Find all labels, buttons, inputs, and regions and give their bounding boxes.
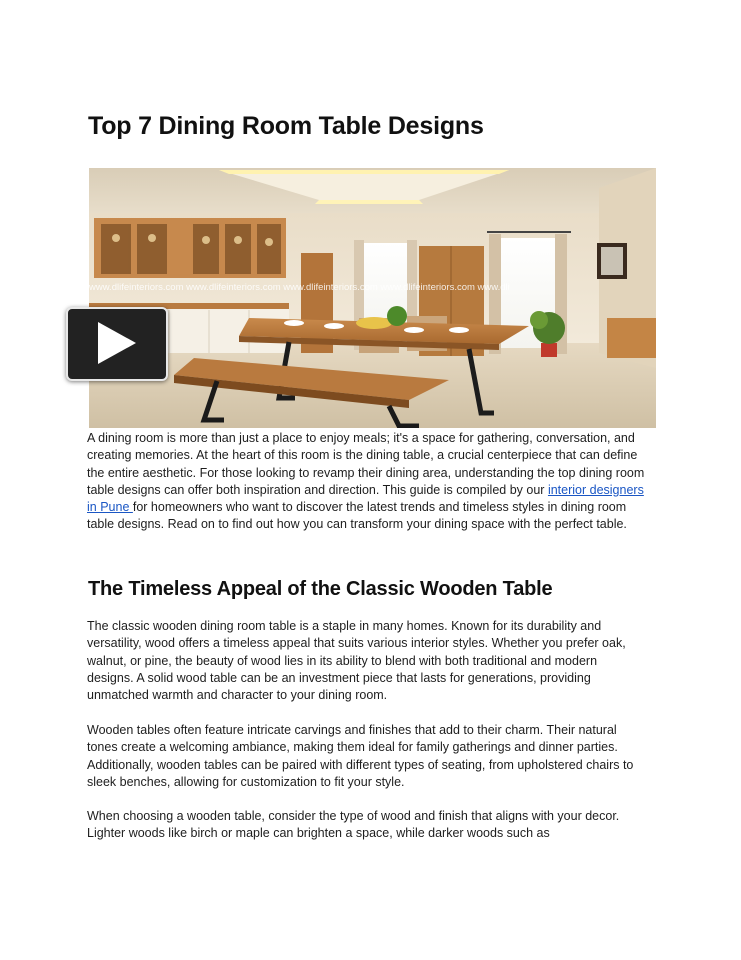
image-watermark: www.dlifeinteriors.com www.dlifeinteriors.com www.dlifeinteriors.com www.dlifeinteriors.com www.dli: [89, 282, 510, 293]
interior-designers-link[interactable]: interior designers in Pune: [87, 482, 644, 515]
intro-paragraph: [87, 430, 647, 534]
section-heading: The Timeless Appeal of the Classic Wooden Table: [88, 578, 553, 600]
play-icon: [98, 322, 136, 364]
page-title: Top 7 Dining Room Table Designs: [88, 112, 484, 140]
hero-image: [89, 168, 656, 428]
section-paragraph-2: Wooden tables often feature intricate carvings and finishes that add to their charm. Their natural tones create a welcoming ambiance, making them ideal for family gatherings and dinner parties. Additionally, wooden tables can be paired with different types of seating, from upholstered chairs to sleek benches, allowing for customization to fit your style.: [87, 723, 634, 789]
intro-text-start: A dining room is more than just a place to enjoy meals; it's a space for gathering, conversation, and creating memories. At the heart of this room is the dining table, a crucial centerpiece that can define the entire aesthetic. For those looking to revamp their dining area, understanding the top dining room table designs can offer both inspiration and direction. This guide is compiled by our: [87, 431, 645, 497]
intro-text-end: for homeowners who want to discover the latest trends and timeless styles in dining room table designs. Read on to find out how you can transform your dining space with the perfect table.: [87, 500, 627, 532]
video-play-button[interactable]: [66, 307, 168, 381]
section-paragraph-3: When choosing a wooden table, consider the type of wood and finish that aligns with your decor. Lighter woods like birch or maple can brighten a space, while darker woods such as: [87, 809, 620, 841]
dining-room-photo: [89, 168, 656, 428]
section-paragraph-1: The classic wooden dining room table is a staple in many homes. Known for its durability and versatility, wood offers a timeless appeal that suits various interior styles. Whether you prefer oak, walnut, or pine, the beauty of wood lies in its ability to blend with both traditional and modern designs. A solid wood table can be an investment piece that lasts for generations, providing unmatched warmth and character to your dining room.: [87, 619, 626, 703]
